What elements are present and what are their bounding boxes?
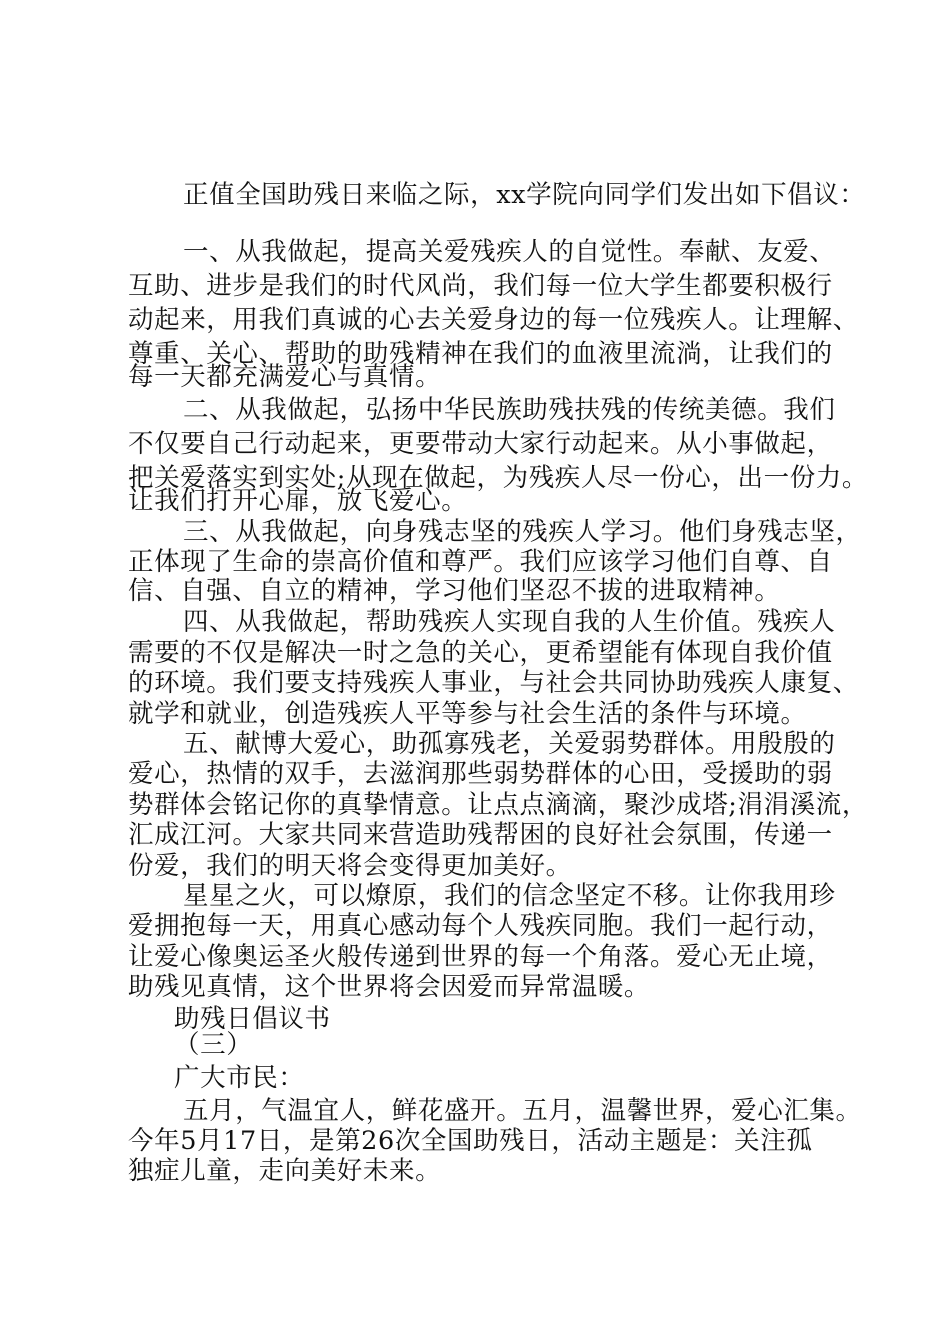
- text-line: 需要的不仅是解决一时之急的关心，更希望能有体现自我价值: [128, 638, 833, 668]
- text-line: 爱心，热情的双手，去滋润那些弱势群体的心田，受援助的弱: [128, 759, 833, 789]
- text-line: 今年5月17日，是第26次全国助残日，活动主题是：关注孤: [128, 1126, 813, 1156]
- text-line: 独症儿童，走向美好未来。: [128, 1156, 442, 1186]
- text-line: 互助、进步是我们的时代风尚，我们每一位大学生都要积极行: [128, 271, 833, 301]
- text-line: 的环境。我们要支持残疾人事业，与社会共同协助残疾人康复、: [128, 668, 859, 698]
- text-line: 让我们打开心扉，放飞爱心。: [128, 486, 468, 516]
- text-line: 五、献博大爱心，助孤寡残老，关爱弱势群体。用殷殷的: [183, 729, 836, 759]
- text-line: 让爱心像奥运圣火般传递到世界的每一个角落。爱心无止境，: [128, 942, 833, 972]
- text-line: 动起来，用我们真诚的心去关爱身边的每一位残疾人。让理解、: [128, 305, 859, 335]
- text-line: 势群体会铭记你的真挚情意。让点点滴滴，聚沙成塔;涓涓溪流，: [128, 790, 868, 820]
- text-line: 尊重、关心、帮助的助残精神在我们的血液里流淌，让我们的: [128, 339, 833, 369]
- text-line: 正体现了生命的崇高价值和尊严。我们应该学习他们自尊、自: [128, 547, 833, 577]
- text-line: 信、自强、自立的精神，学习他们坚忍不拔的进取精神。: [128, 576, 781, 606]
- text-line: 一、从我做起，提高关爱残疾人的自觉性。奉献、友爱、: [183, 237, 836, 267]
- text-line: 每一天都充满爱心与真情。: [128, 362, 442, 392]
- text-line: 三、从我做起，向身残志坚的残疾人学习。他们身残志坚，: [183, 517, 862, 547]
- text-line: 二、从我做起，弘扬中华民族助残扶残的传统美德。我们: [183, 395, 836, 425]
- text-line: 把关爱落实到实处;从现在做起，为残疾人尽一份心，出一份力。: [128, 463, 868, 493]
- section-title: 助残日倡议书: [174, 1004, 331, 1034]
- salutation: 广大市民：: [174, 1063, 305, 1093]
- text-line: 助残见真情，这个世界将会因爱而异常温暖。: [128, 972, 651, 1002]
- text-line: 就学和就业，创造残疾人平等参与社会生活的条件与环境。: [128, 699, 807, 729]
- text-line: 五月，气温宜人，鲜花盛开。五月，温馨世界，爱心汇集。: [183, 1096, 862, 1126]
- text-line: 不仅要自己行动起来，更要带动大家行动起来。从小事做起，: [128, 429, 833, 459]
- text-line: 四、从我做起，帮助残疾人实现自我的人生价值。残疾人: [183, 607, 836, 637]
- text-line: 星星之火，可以燎原，我们的信念坚定不移。让你我用珍: [183, 881, 836, 911]
- text-line: 爱拥抱每一天，用真心感动每个人残疾同胞。我们一起行动，: [128, 911, 833, 941]
- text-line: 汇成江河。大家共同来营造助残帮困的良好社会氛围，传递一: [128, 820, 833, 850]
- text-line: 份爱，我们的明天将会变得更加美好。: [128, 851, 572, 881]
- section-number: （三）: [174, 1030, 253, 1060]
- intro-line: 正值全国助残日来临之际，xx学院向同学们发出如下倡议：: [183, 180, 866, 210]
